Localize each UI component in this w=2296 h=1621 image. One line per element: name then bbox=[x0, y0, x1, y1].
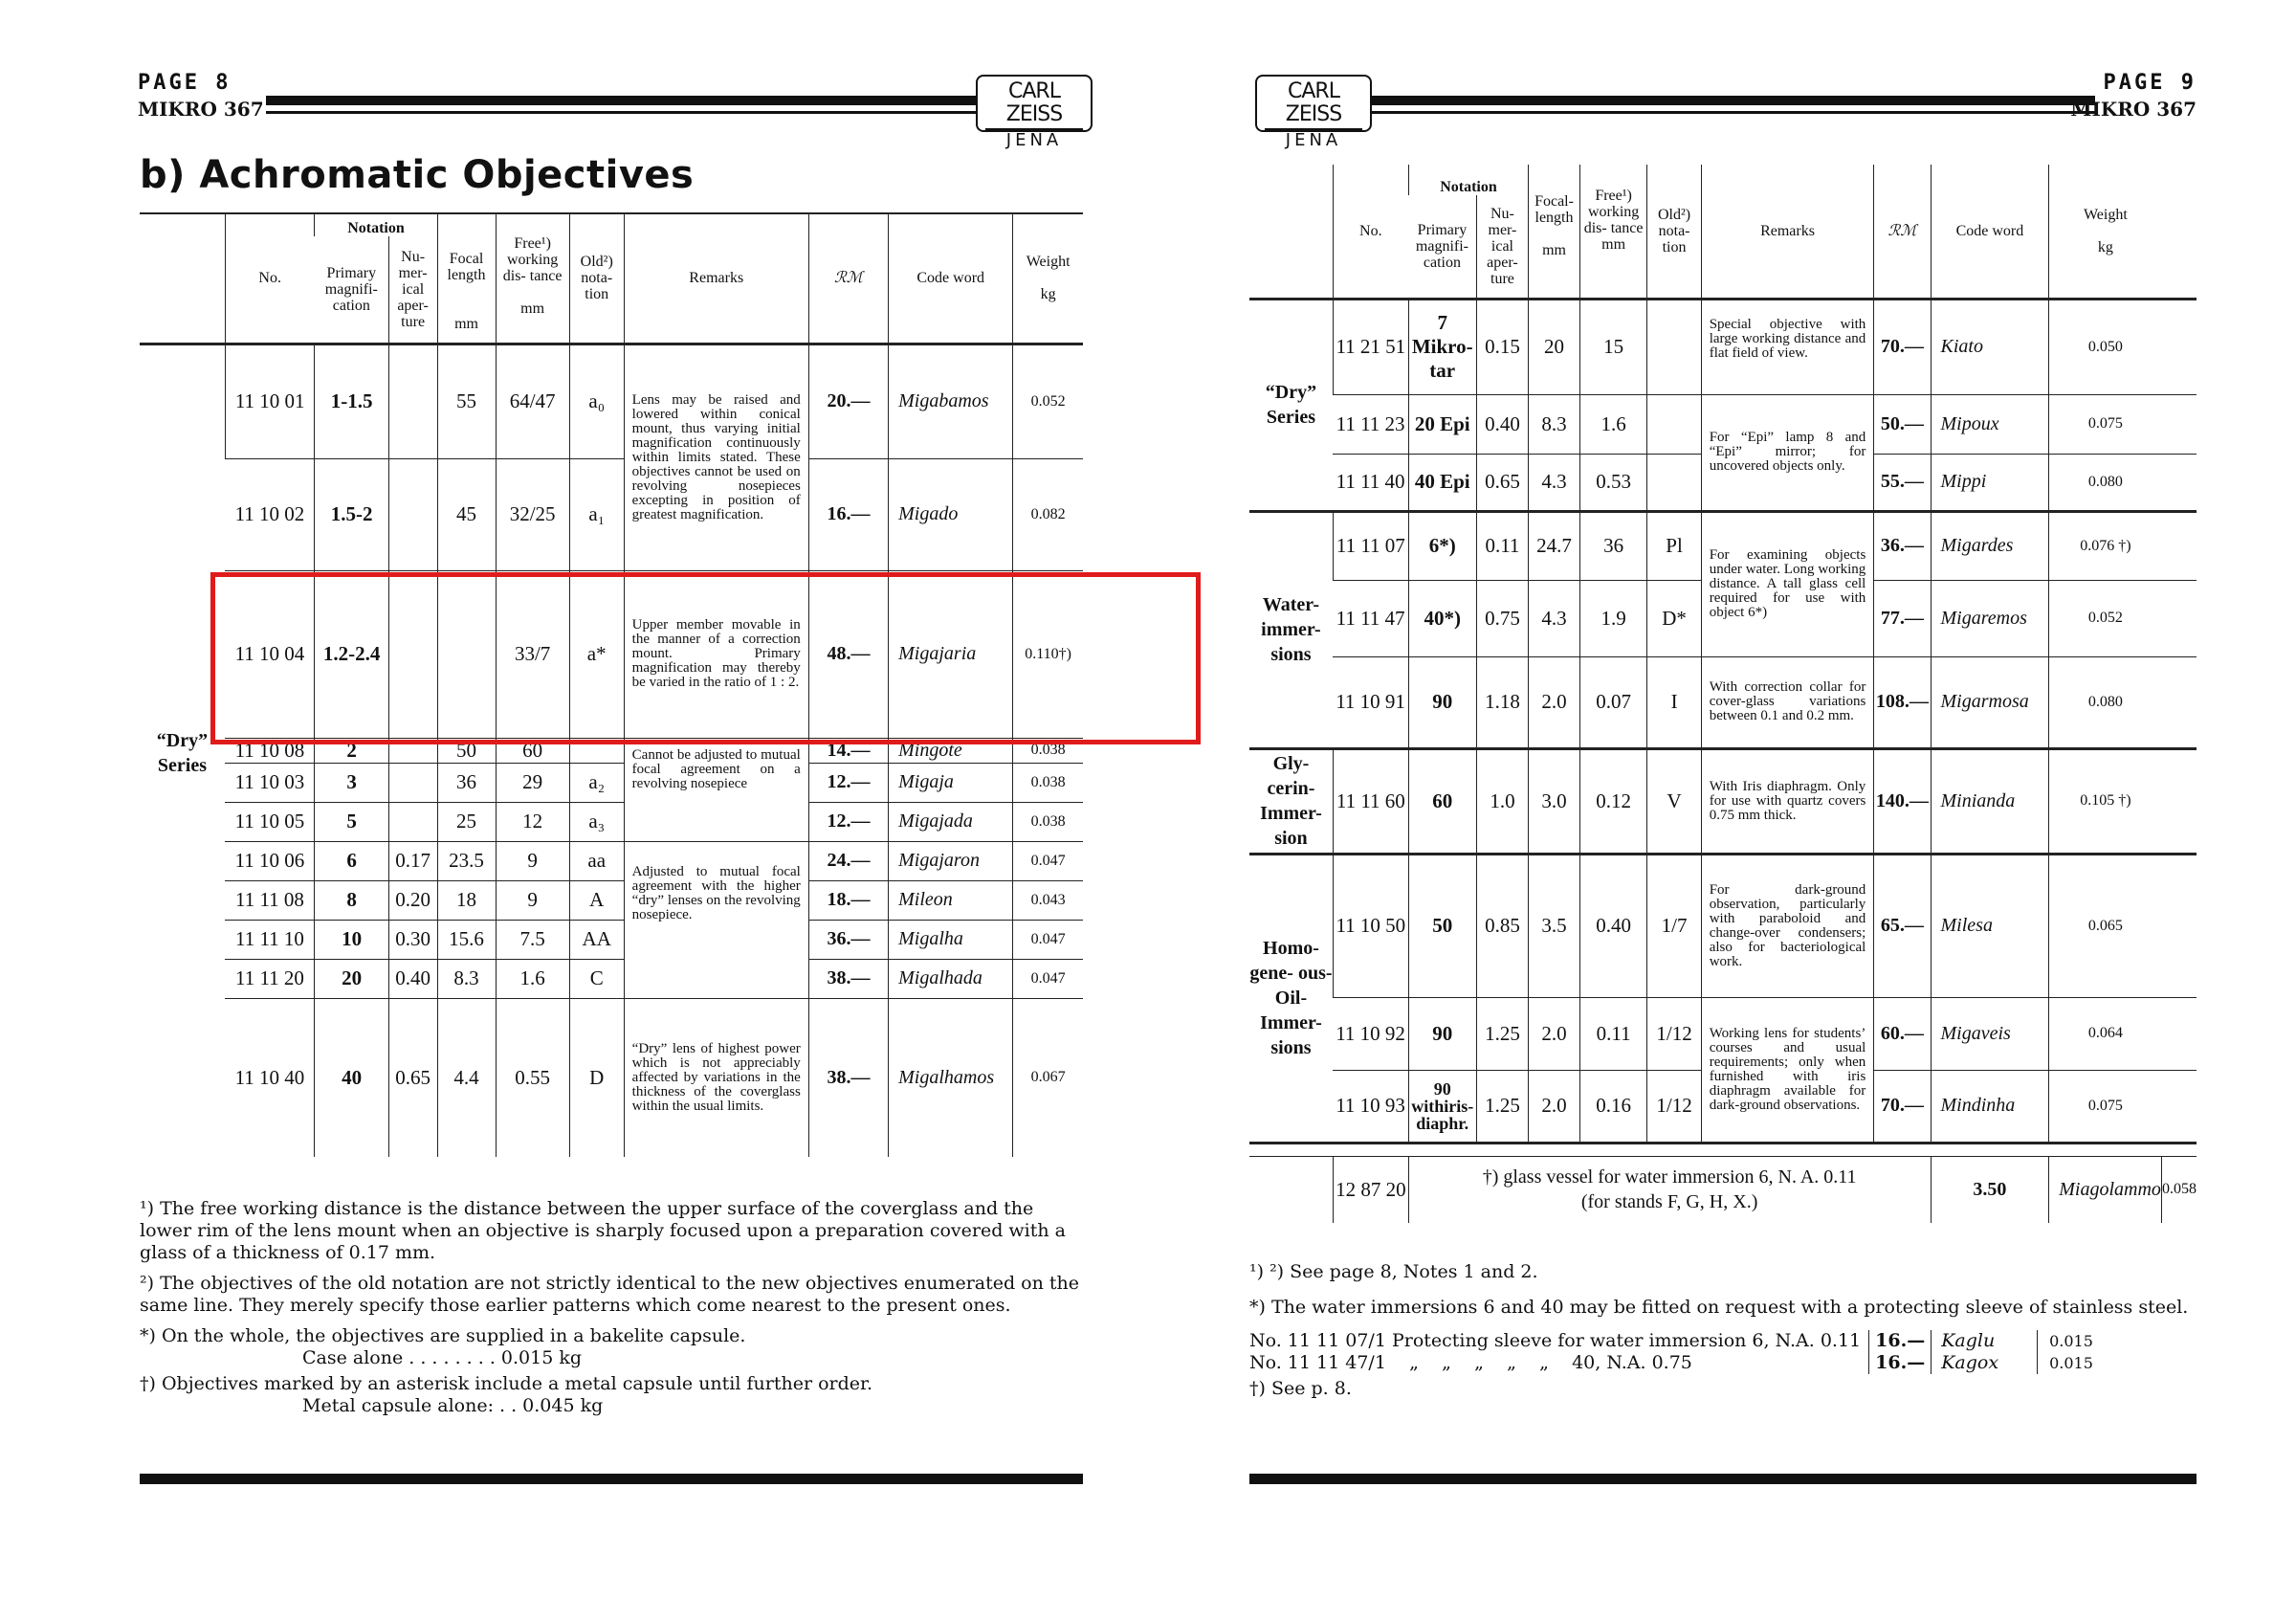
cell-free: 1.6 bbox=[496, 959, 569, 998]
cell-free: 0.12 bbox=[1579, 748, 1647, 854]
cell-price: 77.— bbox=[1874, 580, 1931, 656]
cell-free: 1.9 bbox=[1579, 580, 1647, 656]
cell-free: 0.16 bbox=[1579, 1070, 1647, 1143]
remark: Special objective with large working distance and flat field of view. bbox=[1701, 299, 1874, 394]
cell-price: 60.— bbox=[1874, 997, 1931, 1070]
cell-weight: 0.065 bbox=[2049, 854, 2162, 997]
cell-na: 1.25 bbox=[1476, 997, 1529, 1070]
cell-code: Migaremos bbox=[1931, 580, 2049, 656]
cell-na bbox=[388, 763, 437, 802]
cell-na: 0.40 bbox=[388, 959, 437, 998]
cell-mag: 7 Mikro- tar bbox=[1408, 299, 1476, 394]
cell-old: a₃ bbox=[569, 802, 624, 841]
cell-old: a₀ bbox=[569, 344, 624, 458]
cell-focal: 2.0 bbox=[1529, 1070, 1580, 1143]
footnote-3: †) See p. 8. bbox=[1249, 1378, 1352, 1399]
cell-na bbox=[388, 802, 437, 841]
footer-rule bbox=[140, 1474, 1083, 1484]
cell-mag: 8 bbox=[315, 880, 388, 920]
cell-old bbox=[1647, 299, 1701, 394]
cell-old bbox=[1647, 454, 1701, 511]
cell-code: Migado bbox=[889, 458, 1013, 570]
cell-price: 36.— bbox=[808, 920, 888, 959]
catalog-label: MIKRO 367 bbox=[2070, 98, 2197, 121]
cell-code: Milesa bbox=[1931, 854, 2049, 997]
logo-line1: CARL ZEISS bbox=[1005, 79, 1063, 126]
col-remarks: Remarks bbox=[1701, 165, 1874, 299]
cell-old bbox=[1647, 394, 1701, 454]
cell-free: 9 bbox=[496, 841, 569, 880]
cell-old: 1/12 bbox=[1647, 1070, 1701, 1143]
cell-code: Mileon bbox=[889, 880, 1013, 920]
cell-mag: 20 Epi bbox=[1408, 394, 1476, 454]
cell-free: 0.55 bbox=[496, 998, 569, 1157]
cell-focal: 3.0 bbox=[1529, 748, 1580, 854]
cell-na: 0.20 bbox=[388, 880, 437, 920]
cell-weight: 0.080 bbox=[2049, 454, 2162, 511]
cell-focal: 8.3 bbox=[437, 959, 496, 998]
col-primary: Primary magnifi- cation bbox=[1415, 221, 1468, 271]
cell-code: Minianda bbox=[1931, 748, 2049, 854]
cell-na bbox=[388, 458, 437, 570]
cell-focal: 2.0 bbox=[1529, 997, 1580, 1070]
cell-code: Mippi bbox=[1931, 454, 2049, 511]
cell-price: 36.— bbox=[1874, 511, 1931, 580]
table-row bbox=[140, 802, 1083, 841]
series-label: “Dry” Series bbox=[156, 729, 209, 776]
cell-weight: 0.047 bbox=[1013, 959, 1083, 998]
cell-focal: 3.5 bbox=[1529, 854, 1580, 997]
cell-na: 1.25 bbox=[1476, 1070, 1529, 1143]
cell-free: 0.53 bbox=[1579, 454, 1647, 511]
cell-price: 38.— bbox=[808, 998, 888, 1157]
footer-rule bbox=[1249, 1474, 2197, 1484]
zeiss-logo bbox=[1255, 75, 1372, 150]
cell-na: 0.75 bbox=[1476, 580, 1529, 656]
remark-cannot-adjust: Cannot be adjusted to mutual focal agreement on a revolving nosepiece bbox=[624, 738, 808, 841]
page-label: PAGE 8 bbox=[138, 71, 232, 95]
footnote-3: *) On the whole, the objectives are supplied in a bakelite capsule. bbox=[140, 1325, 746, 1346]
cell-na: 0.40 bbox=[1476, 394, 1529, 454]
cell-focal: 15.6 bbox=[437, 920, 496, 959]
logo-line2: JENA bbox=[1265, 128, 1362, 151]
cell-na bbox=[388, 344, 437, 458]
cell-focal: 50 bbox=[437, 738, 496, 763]
cell-no: 11 10 05 bbox=[234, 810, 305, 833]
cell-na: 0.65 bbox=[388, 998, 437, 1157]
cell-price: 48.— bbox=[808, 570, 888, 738]
col-price: ℛℳ bbox=[808, 213, 888, 344]
vessel-code: Miagolammo bbox=[2049, 1156, 2162, 1223]
cell-no: 11 11 20 bbox=[234, 966, 304, 989]
cell-no: 11 11 47 bbox=[1336, 606, 1405, 630]
objectives-table-2 bbox=[1249, 165, 2197, 1223]
cell-free: 0.07 bbox=[1579, 656, 1647, 748]
cell-code: Migaja bbox=[889, 763, 1013, 802]
cell-no: 11 21 51 bbox=[1333, 299, 1408, 394]
cell-weight: 0.052 bbox=[1013, 344, 1083, 458]
cell-no: 11 11 08 bbox=[234, 888, 304, 911]
cell-free: 29 bbox=[496, 763, 569, 802]
cell-free: 60 bbox=[496, 738, 569, 763]
cell-free: 15 bbox=[1579, 299, 1647, 394]
cell-weight: 0.050 bbox=[2049, 299, 2162, 394]
col-notation: Notation bbox=[315, 213, 437, 236]
cell-weight: 0.043 bbox=[1013, 880, 1083, 920]
cell-mag: 6*) bbox=[1408, 511, 1476, 580]
cell-mag: 1.5-2 bbox=[315, 458, 388, 570]
cell-weight: 0.105 †) bbox=[2049, 748, 2162, 854]
cell-price: 108.— bbox=[1874, 656, 1931, 748]
cell-old: aa bbox=[569, 841, 624, 880]
col-focal: Focal length mm bbox=[437, 213, 496, 344]
cell-na: 0.65 bbox=[1476, 454, 1529, 511]
footnote-1: ¹) The free working distance is the distance between the upper surface of the coverglass and the lower rim of the lens mount when an objective is sharply focused upon a preparation covered with a glass of a thickness of 0.17 mm. bbox=[140, 1198, 1066, 1263]
cell-no: 11 10 93 bbox=[1336, 1094, 1405, 1117]
cell-free: 64/47 bbox=[496, 344, 569, 458]
cell-no: 11 11 10 bbox=[234, 927, 304, 950]
cell-free: 36 bbox=[1579, 511, 1647, 580]
cell-no: 11 10 08 bbox=[234, 738, 305, 762]
cell-code: Migalhada bbox=[889, 959, 1013, 998]
cell-price: 70.— bbox=[1874, 1070, 1931, 1143]
left-page bbox=[134, 0, 1081, 1621]
remark-raise: Lens may be raised and lowered within conical mount, thus varying initial magnification continuously within limits stated. These objectives cannot be used on revolving nosepieces excepting in position of greatest magnification. bbox=[624, 344, 808, 570]
col-code: Code word bbox=[1931, 165, 2049, 299]
remark: With correction collar for cover-glass variations between 0.1 and 0.2 mm. bbox=[1701, 656, 1874, 748]
highlight-box bbox=[210, 572, 1201, 744]
vessel-weight: 0.058 bbox=[2162, 1156, 2197, 1223]
cell-old: 1/12 bbox=[1647, 997, 1701, 1070]
footnote-1: ¹) ²) See page 8, Notes 1 and 2. bbox=[1249, 1261, 1538, 1282]
cell-mag: 5 bbox=[315, 802, 388, 841]
right-footnotes bbox=[1249, 1261, 2197, 1409]
cell-focal: 20 bbox=[1529, 299, 1580, 394]
table-row bbox=[140, 959, 1083, 998]
cell-na: 1.0 bbox=[1476, 748, 1529, 854]
cell-focal: 4.3 bbox=[1529, 580, 1580, 656]
cell-weight: 0.038 bbox=[1013, 763, 1083, 802]
col-weight: Weight kg bbox=[2049, 165, 2162, 299]
right-page bbox=[1249, 0, 2197, 1621]
cell-free: 9 bbox=[496, 880, 569, 920]
cell-no: 11 10 91 bbox=[1336, 690, 1405, 713]
remark: Working lens for students’ courses and usual requirements; only when furnished with iris diaphragm available for dark-ground observations. bbox=[1701, 997, 1874, 1143]
cell-price: 18.— bbox=[808, 880, 888, 920]
col-focal: Focal- length mm bbox=[1529, 165, 1580, 299]
cell-free: 0.40 bbox=[1579, 854, 1647, 997]
table-row bbox=[140, 458, 1083, 570]
section-title: b) Achromatic Objectives bbox=[140, 153, 695, 197]
cell-no: 11 10 50 bbox=[1333, 854, 1408, 997]
cell-free: 0.11 bbox=[1579, 997, 1647, 1070]
col-old: Old²) nota- tion bbox=[569, 213, 624, 344]
cell-weight: 0.038 bbox=[1013, 738, 1083, 763]
cell-mag: 90 withiris- diaphr. bbox=[1408, 1070, 1476, 1143]
cell-focal: 8.3 bbox=[1529, 394, 1580, 454]
cell-na: 0.11 bbox=[1476, 511, 1529, 580]
cell-no: 11 10 06 bbox=[234, 849, 305, 872]
col-aperture: Nu- mer- ical aper- ture bbox=[1476, 195, 1529, 299]
vessel-desc: †) glass vessel for water immersion 6, N. A. 0.11 (for stands F, G, H, X.) bbox=[1408, 1156, 1931, 1223]
col-free: Free¹) working dis- tance mm bbox=[1579, 165, 1647, 299]
cell-no: 11 11 60 bbox=[1333, 748, 1408, 854]
cell-code: Migarmosa bbox=[1931, 656, 2049, 748]
cell-mag: 60 bbox=[1408, 748, 1476, 854]
cell-mag: 1-1.5 bbox=[315, 344, 388, 458]
left-footnotes bbox=[140, 1198, 1083, 1426]
left-header bbox=[134, 71, 1081, 150]
table-row bbox=[1249, 394, 2197, 454]
cell-price: 70.— bbox=[1874, 299, 1931, 394]
cell-focal: 18 bbox=[437, 880, 496, 920]
remark: For “Epi” lamp 8 and “Epi” mirror; for uncovered objects only. bbox=[1701, 394, 1874, 511]
cell-mag: 40 Epi bbox=[1408, 454, 1476, 511]
cell-no: 11 10 01 bbox=[225, 344, 315, 458]
cell-price: 38.— bbox=[808, 959, 888, 998]
group-label-glycerin: Gly- cerin- Immer- sion bbox=[1260, 753, 1322, 849]
table-row bbox=[140, 920, 1083, 959]
cell-code: Mingote bbox=[889, 738, 1013, 763]
cell-old: Pl bbox=[1647, 511, 1701, 580]
remark: With Iris diaphragm. Only for use with quartz covers 0.75 mm thick. bbox=[1701, 748, 1874, 854]
vessel-no: 12 87 20 bbox=[1333, 1156, 1408, 1223]
cell-old: AA bbox=[569, 920, 624, 959]
cell-weight: 0.064 bbox=[2049, 997, 2162, 1070]
sleeve-table bbox=[1249, 1330, 2093, 1374]
cell-no: 11 10 04 bbox=[234, 642, 305, 665]
cell-mag: 6 bbox=[315, 841, 388, 880]
col-notation: Notation bbox=[1408, 165, 1529, 195]
remark: For examining objects under water. Long working distance. A tall glass cell required for use with object 6*) bbox=[1701, 511, 1874, 656]
cell-price: 14.— bbox=[808, 738, 888, 763]
remark-highest-power: “Dry” lens of highest power which is not appreciably affected by variations in the thickness of the coverglass within the usual limits. bbox=[624, 998, 808, 1157]
zeiss-logo bbox=[976, 75, 1093, 150]
remark-upper-member: Upper member movable in the manner of a correction mount. Primary magnification may thereby be varied in the ratio of 1 : 2. bbox=[624, 570, 808, 738]
footnote-3b: Case alone . . . . . . . . 0.015 kg bbox=[302, 1347, 583, 1368]
header-rule-thin bbox=[1370, 111, 2095, 114]
cell-mag: 20 bbox=[315, 959, 388, 998]
cell-no: 11 11 07 bbox=[1333, 511, 1408, 580]
catalog-label: MIKRO 367 bbox=[138, 98, 264, 121]
footnote-2: ²) The objectives of the old notation are not strictly identical to the new objectives enumerated on the same line. They merely specify those earlier patterns which come nearest to the present ones. bbox=[140, 1273, 1080, 1316]
cell-free: 1.6 bbox=[1579, 394, 1647, 454]
col-weight: Weight kg bbox=[1013, 213, 1083, 344]
cell-old: A bbox=[569, 880, 624, 920]
cell-no: 11 10 40 bbox=[234, 1065, 305, 1089]
col-no: No. bbox=[225, 213, 315, 344]
cell-code: Migabamos bbox=[889, 344, 1013, 458]
col-price: ℛℳ bbox=[1874, 165, 1931, 299]
cell-weight: 0.075 bbox=[2049, 394, 2162, 454]
cell-old: a₁ bbox=[569, 458, 624, 570]
cell-focal: 45 bbox=[437, 458, 496, 570]
cell-focal: 4.4 bbox=[437, 998, 496, 1157]
cell-mag: 10 bbox=[315, 920, 388, 959]
cell-code: Kiato bbox=[1931, 299, 2049, 394]
cell-mag: 3 bbox=[315, 763, 388, 802]
logo-line1: CARL ZEISS bbox=[1285, 79, 1342, 126]
vessel-row bbox=[1249, 1156, 2197, 1223]
remark-adjusted: Adjusted to mutual focal agreement with the higher “dry” lenses on the revolving nosepiece. bbox=[624, 841, 808, 998]
cell-focal: 23.5 bbox=[437, 841, 496, 880]
cell-focal: 36 bbox=[437, 763, 496, 802]
cell-mag: 2 bbox=[315, 738, 388, 763]
cell-price: 65.— bbox=[1874, 854, 1931, 997]
cell-weight: 0.110†) bbox=[1013, 570, 1083, 738]
cell-code: Migalhamos bbox=[889, 998, 1013, 1157]
cell-free: 33/7 bbox=[496, 570, 569, 738]
cell-price: 12.— bbox=[808, 763, 888, 802]
right-header bbox=[1249, 71, 2197, 150]
cell-old: C bbox=[569, 959, 624, 998]
table-row bbox=[1249, 997, 2197, 1070]
cell-weight: 0.082 bbox=[1013, 458, 1083, 570]
col-primary: Primary magnifi- cation bbox=[324, 264, 378, 314]
cell-no: 11 10 02 bbox=[234, 502, 305, 525]
cell-code: Migajaria bbox=[889, 570, 1013, 738]
cell-free: 12 bbox=[496, 802, 569, 841]
cell-focal: 55 bbox=[437, 344, 496, 458]
table-row bbox=[1249, 748, 2197, 854]
table-row bbox=[140, 763, 1083, 802]
cell-old: D bbox=[569, 998, 624, 1157]
col-code: Code word bbox=[889, 213, 1013, 344]
cell-old: a₂ bbox=[569, 763, 624, 802]
cell-focal: 4.3 bbox=[1529, 454, 1580, 511]
cell-free: 7.5 bbox=[496, 920, 569, 959]
cell-code: Mipoux bbox=[1931, 394, 2049, 454]
cell-weight: 0.075 bbox=[2049, 1070, 2162, 1143]
table-row bbox=[140, 841, 1083, 880]
footnote-2: *) The water immersions 6 and 40 may be fitted on request with a protecting sleeve of stainless steel. bbox=[1249, 1297, 2189, 1318]
cell-weight: 0.080 bbox=[2049, 656, 2162, 748]
cell-free: 32/25 bbox=[496, 458, 569, 570]
cell-na: 0.85 bbox=[1476, 854, 1529, 997]
cell-price: 50.— bbox=[1874, 394, 1931, 454]
cell-old: 1/7 bbox=[1647, 854, 1701, 997]
group-label-dry: “Dry” Series bbox=[1265, 382, 1317, 428]
table-row bbox=[1249, 854, 2197, 997]
sleeve-row: No. 11 11 47/1 „ „ „ „ „ 40, N.A. 0.75 16.— Kagox 0.015 bbox=[1249, 1352, 2093, 1373]
footnote-4b: Metal capsule alone: . . 0.045 kg bbox=[302, 1395, 604, 1416]
cell-price: 24.— bbox=[808, 841, 888, 880]
table-row bbox=[140, 998, 1083, 1157]
cell-mag: 90 bbox=[1408, 656, 1476, 748]
cell-code: Migalha bbox=[889, 920, 1013, 959]
group-label-oil: Homo- gene- ous- Oil- Immer- sions bbox=[1249, 938, 1333, 1058]
cell-mag: 40*) bbox=[1408, 580, 1476, 656]
remark: For dark-ground observation, particularly with paraboloid and change-over condensers; also for bacteriological work. bbox=[1701, 854, 1874, 997]
page-label: PAGE 9 bbox=[2103, 71, 2197, 95]
col-free: Free¹) working dis- tance mm bbox=[496, 213, 569, 344]
cell-weight: 0.047 bbox=[1013, 920, 1083, 959]
cell-focal: 2.0 bbox=[1529, 656, 1580, 748]
cell-weight: 0.047 bbox=[1013, 841, 1083, 880]
cell-mag: 40 bbox=[315, 998, 388, 1157]
cell-na: 0.30 bbox=[388, 920, 437, 959]
cell-price: 20.— bbox=[808, 344, 888, 458]
cell-old: I bbox=[1647, 656, 1701, 748]
table-row bbox=[140, 344, 1083, 458]
cell-focal: 24.7 bbox=[1529, 511, 1580, 580]
cell-mag: 50 bbox=[1408, 854, 1476, 997]
cell-weight: 0.038 bbox=[1013, 802, 1083, 841]
cell-code: Migaveis bbox=[1931, 997, 2049, 1070]
cell-old: D* bbox=[1647, 580, 1701, 656]
table-row bbox=[1249, 656, 2197, 748]
cell-old: V bbox=[1647, 748, 1701, 854]
group-label-water: Water- immer- sions bbox=[1261, 594, 1321, 665]
cell-price: 140.— bbox=[1874, 748, 1931, 854]
cell-code: Mindinha bbox=[1931, 1070, 2049, 1143]
header-rule bbox=[1370, 96, 2095, 105]
header-rule bbox=[266, 96, 976, 105]
cell-no: 11 10 92 bbox=[1336, 1021, 1405, 1045]
col-remarks: Remarks bbox=[624, 213, 808, 344]
cell-na: 0.15 bbox=[1476, 299, 1529, 394]
cell-weight: 0.067 bbox=[1013, 998, 1083, 1157]
col-old: Old²) nota- tion bbox=[1647, 165, 1701, 299]
cell-no: 11 11 23 bbox=[1336, 411, 1405, 435]
cell-weight: 0.076 †) bbox=[2049, 511, 2162, 580]
cell-price: 12.— bbox=[808, 802, 888, 841]
col-no: No. bbox=[1333, 165, 1408, 299]
sleeve-row: No. 11 11 07/1 Protecting sleeve for water immersion 6, N.A. 0.11 16.— Kaglu 0.015 bbox=[1249, 1330, 2093, 1351]
cell-no: 11 10 03 bbox=[234, 770, 305, 793]
cell-mag: 90 bbox=[1408, 997, 1476, 1070]
cell-no: 11 11 40 bbox=[1336, 470, 1405, 493]
header-rule-thin bbox=[266, 111, 976, 114]
cell-na: 1.18 bbox=[1476, 656, 1529, 748]
cell-old: a* bbox=[569, 570, 624, 738]
cell-weight: 0.052 bbox=[2049, 580, 2162, 656]
table-row bbox=[1249, 511, 2197, 580]
logo-line2: JENA bbox=[985, 128, 1083, 151]
cell-code: Migajada bbox=[889, 802, 1013, 841]
vessel-price: 3.50 bbox=[1931, 1156, 2049, 1223]
footnote-4: †) Objectives marked by an asterisk include a metal capsule until further order. bbox=[140, 1373, 873, 1394]
cell-na: 0.17 bbox=[388, 841, 437, 880]
table-row bbox=[1249, 299, 2197, 394]
cell-price: 55.— bbox=[1874, 454, 1931, 511]
col-aperture: Nu- mer- ical aper- ture bbox=[388, 236, 437, 344]
cell-price: 16.— bbox=[808, 458, 888, 570]
cell-code: Migardes bbox=[1931, 511, 2049, 580]
table-row bbox=[140, 880, 1083, 920]
cell-mag: 1.2-2.4 bbox=[315, 570, 388, 738]
cell-code: Migajaron bbox=[889, 841, 1013, 880]
cell-focal: 25 bbox=[437, 802, 496, 841]
